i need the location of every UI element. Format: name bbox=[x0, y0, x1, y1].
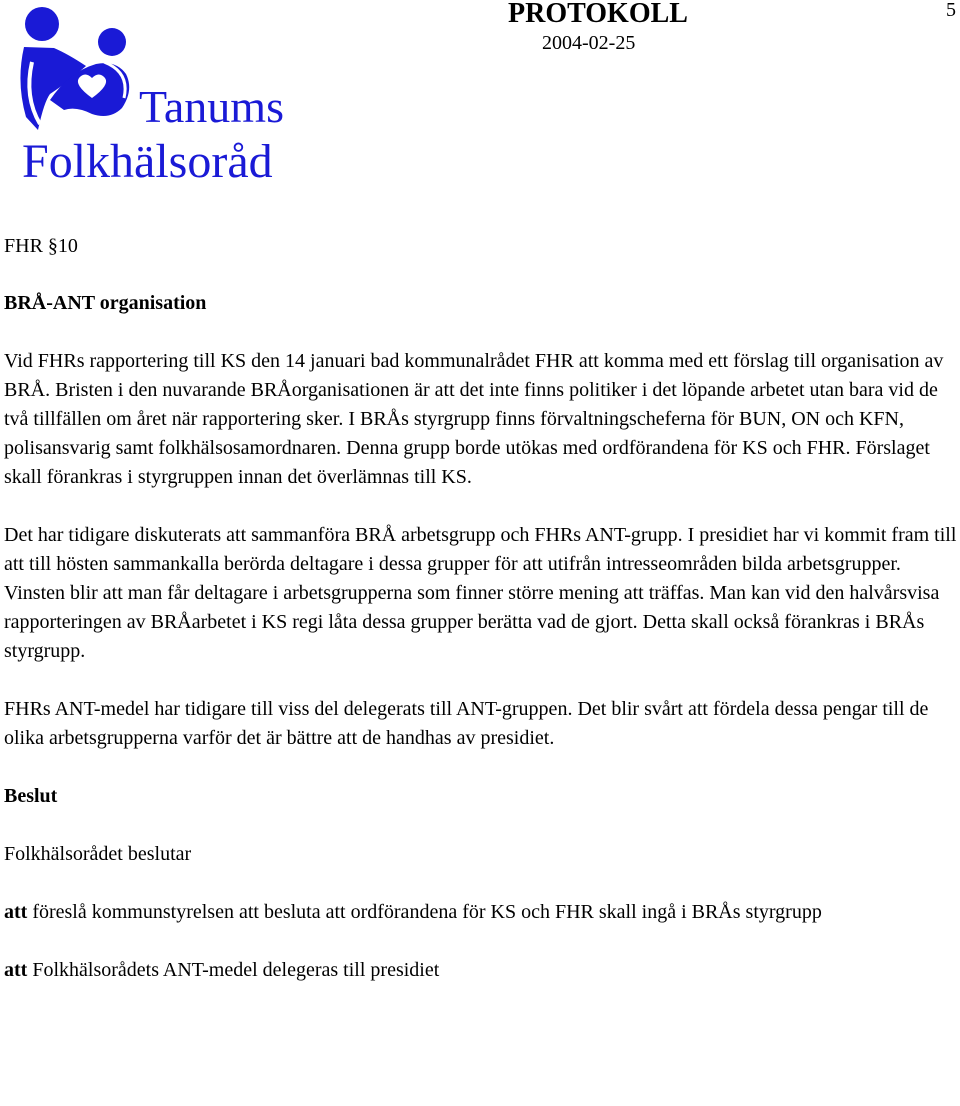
logo-text-tanums: Tanums bbox=[139, 81, 284, 132]
logo-figures-icon bbox=[14, 2, 154, 137]
paragraph: Vid FHRs rapportering till KS den 14 januari bad kommunalrådet FHR att komma med ett förslag till organisation av BRÅ. Bristen i den nuvarande BRÅorganisationen är att det inte finns politiker i det löpande arbetet utan bara vid de två tillfällen om året när rapportering sker. I BRÅs styrgrupp finns förvaltningscheferna för BUN, ON och KFN, polisansvarig samt folkhälsosamordnaren. Denna grupp borde utökas med ordförandena för KS och FHR. Förslaget skall förankras i styrgruppen innan det överlämnas till KS. bbox=[4, 350, 944, 488]
document-body bbox=[4, 230, 958, 985]
page-number: 5 bbox=[946, 0, 956, 21]
decision-keyword: att bbox=[4, 959, 28, 981]
paragraph: FHRs ANT-medel har tidigare till viss del delegerats till ANT-gruppen. Det blir svårt att fördela dessa pengar till de olika arbetsgrupperna varför det är bättre att de handhas av presidiet. bbox=[4, 698, 929, 749]
logo-text-folkhalsorad: Folkhälsoråd bbox=[22, 135, 273, 188]
section-reference: FHR §10 bbox=[4, 235, 78, 257]
paragraph: Det har tidigare diskuterats att sammanföra BRÅ arbetsgrupp och FHRs ANT-grupp. I presidiet har vi kommit fram till att till hösten sammankalla berörda deltagare i dessa grupper för att utifrån intresseområden bilda arbetsgrupper. Vinsten blir att man får deltagare i arbetsgrupperna som finner större mening att träffas. Man kan vid den halvårsvisa rapporteringen av BRÅarbetet i KS regi låta dessa grupper berätta vad de gjort. Detta skall också förankras i BRÅs styrgrupp. bbox=[4, 524, 957, 662]
decision-intro: Folkhälsorådet beslutar bbox=[4, 843, 192, 865]
decision-text: föreslå kommunstyrelsen att besluta att ordförandena för KS och FHR skall ingå i BRÅs styrgrupp bbox=[27, 901, 822, 923]
decision-heading: Beslut bbox=[4, 785, 58, 807]
section-heading: BRÅ-ANT organisation bbox=[4, 292, 207, 314]
decision-text: Folkhälsorådets ANT-medel delegeras till presidiet bbox=[27, 959, 440, 981]
decision-item bbox=[4, 956, 958, 985]
decision-item bbox=[4, 898, 958, 927]
tanums-folkhalsorad-logo bbox=[14, 2, 314, 192]
document-date: 2004-02-25 bbox=[542, 32, 636, 54]
document-title: PROTOKOLL bbox=[508, 0, 688, 29]
decision-keyword: att bbox=[4, 901, 28, 923]
